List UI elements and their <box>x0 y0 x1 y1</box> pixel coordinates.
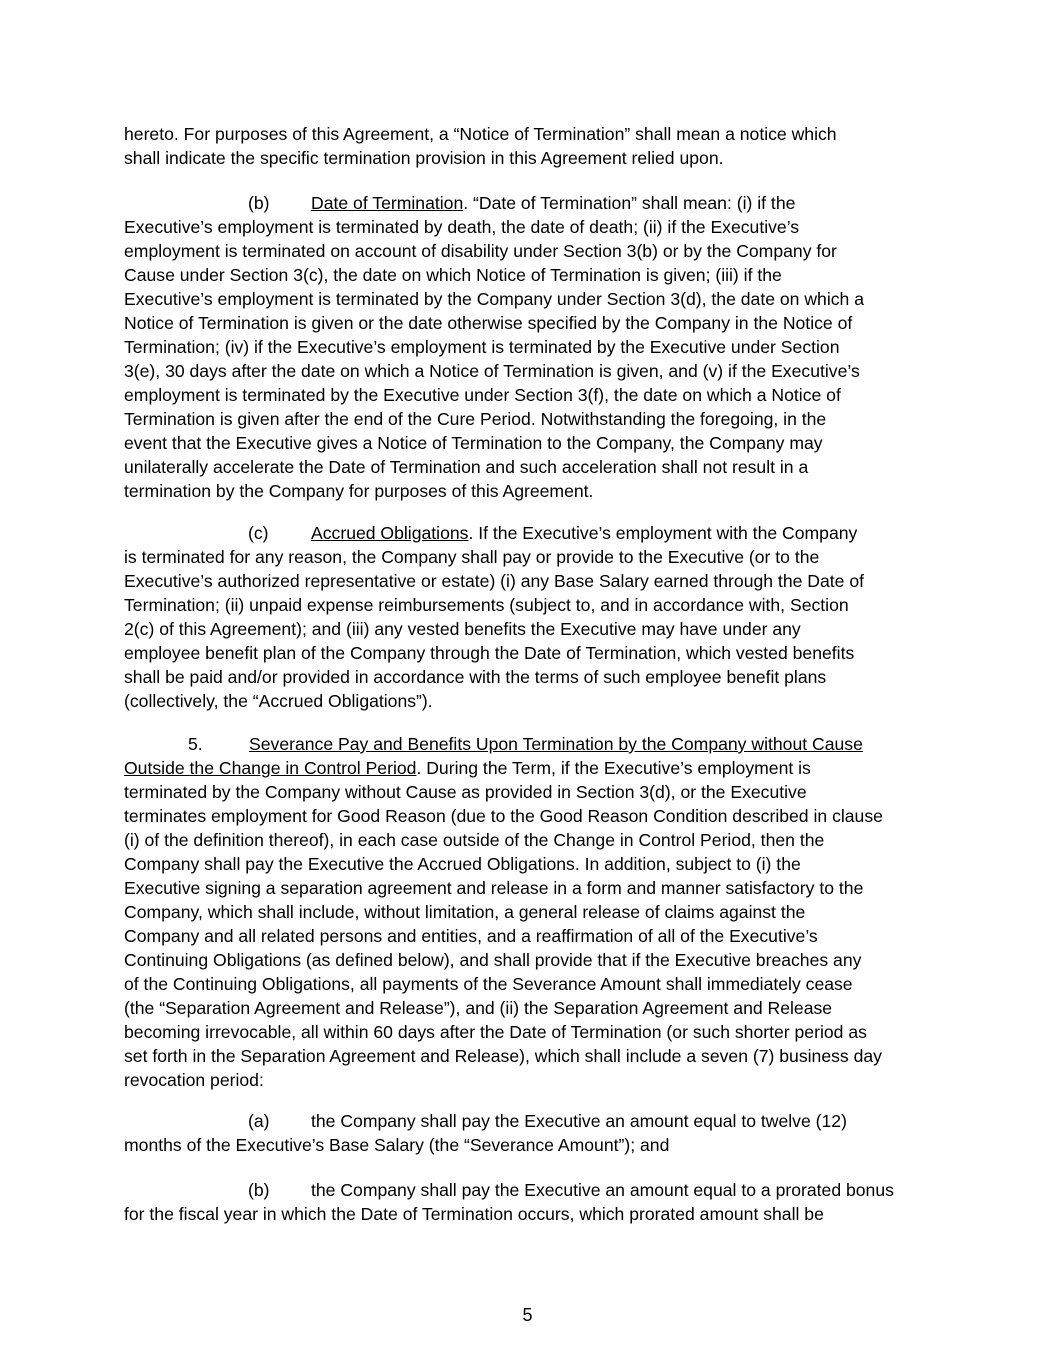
paragraph-line: is terminated for any reason, the Company shall pay or provide to the Executive (or to the <box>124 547 820 567</box>
date-of-termination-first-line <box>124 191 930 215</box>
paragraph-line: 3(e), 30 days after the date on which a Notice of Termination is given, and (v) if the Executive’s <box>124 361 860 381</box>
paragraph-line: terminated by the Company without Cause as provided in Section 3(d), or the Executive <box>124 782 807 802</box>
paragraph-line: Continuing Obligations (as defined below), and shall provide that if the Executive breaches any <box>124 950 862 970</box>
paragraph-line: Executive’s employment is terminated by death, the date of death; (ii) if the Executive’s <box>124 217 800 237</box>
paragraph-line: unilaterally accelerate the Date of Termination and such acceleration shall not result in a <box>124 457 809 477</box>
paragraph-line: employee benefit plan of the Company through the Date of Termination, which vested benefits <box>124 643 855 663</box>
paragraph-line: Executive’s authorized representative or estate) (i) any Base Salary earned through the Date of <box>124 571 865 591</box>
paragraph-line: Notice of Termination is given or the date otherwise specified by the Company in the Notice of <box>124 313 853 333</box>
intro-line: shall indicate the specific termination provision in this Agreement relied upon. <box>124 148 724 168</box>
paragraph-line: for the fiscal year in which the Date of Termination occurs, which prorated amount shall be <box>124 1204 824 1224</box>
paragraph-line: event that the Executive gives a Notice of Termination to the Company, the Company may <box>124 433 823 453</box>
page-number: 5 <box>522 1305 533 1325</box>
paragraph-line: Termination; (iv) if the Executive’s employment is terminated by the Executive under Section <box>124 337 840 357</box>
paragraph-line: Executive’s employment is terminated by the Company under Section 3(d), the date on which a <box>124 289 864 309</box>
accrued-obligations-first-line <box>124 521 930 545</box>
paragraph-line: Executive signing a separation agreement and release in a form and manner satisfactory to the <box>124 878 864 898</box>
paragraph-line: (i) of the definition thereof), in each case outside of the Change in Control Period, then the <box>124 830 825 850</box>
date-of-termination-first-line-text: . “Date of Termination” shall mean: (i) if the <box>463 193 796 213</box>
item-a-first-line <box>124 1109 930 1133</box>
paragraph-line: (the “Separation Agreement and Release”), and (ii) the Separation Agreement and Release <box>124 998 833 1018</box>
subsection-label: (c) <box>248 523 269 543</box>
paragraph-line: Termination is given after the end of the Cure Period. Notwithstanding the foregoing, in the <box>124 409 827 429</box>
paragraph-line: set forth in the Separation Agreement and Release), which shall include a seven (7) business day <box>124 1046 882 1066</box>
item-b-first-line <box>124 1178 930 1202</box>
paragraph-line: employment is terminated on account of disability under Section 3(b) or by the Company for <box>124 241 837 261</box>
intro-line: hereto. For purposes of this Agreement, a “Notice of Termination” shall mean a notice which <box>124 124 837 144</box>
paragraph-line: becoming irrevocable, all within 60 days after the Date of Termination (or such shorter period as <box>124 1022 867 1042</box>
paragraph-line: of the Continuing Obligations, all payments of the Severance Amount shall immediately cease <box>124 974 853 994</box>
paragraph-line: Company and all related persons and entities, and a reaffirmation of all of the Executive’s <box>124 926 818 946</box>
section-5-second-line-text: . During the Term, if the Executive’s employment is <box>416 758 811 778</box>
paragraph-line: (collectively, the “Accrued Obligations”). <box>124 691 433 711</box>
item-a-paragraph <box>124 1109 930 1157</box>
section-5-second-line <box>124 756 930 780</box>
accrued-obligations-paragraph <box>124 521 930 713</box>
item-b-paragraph <box>124 1178 930 1226</box>
subsection-label: (b) <box>248 1180 270 1200</box>
paragraph-line: terminates employment for Good Reason (due to the Good Reason Condition described in clause <box>124 806 883 826</box>
date-of-termination-paragraph <box>124 191 930 503</box>
paragraph-line: Company shall pay the Executive the Accrued Obligations. In addition, subject to (i) the <box>124 854 801 874</box>
subsection-label: (a) <box>248 1111 270 1131</box>
section-5-heading: Severance Pay and Benefits Upon Termination by the Company without Cause <box>249 734 863 754</box>
paragraph-line: shall be paid and/or provided in accordance with the terms of such employee benefit plans <box>124 667 827 687</box>
accrued-obligations-first-line-text: . If the Executive’s employment with the Company <box>468 523 858 543</box>
paragraph-line: employment is terminated by the Executive under Section 3(f), the date on which a Notice of <box>124 385 841 405</box>
paragraph-line: termination by the Company for purposes of this Agreement. <box>124 481 594 501</box>
date-of-termination-heading: Date of Termination <box>311 193 464 213</box>
intro-paragraph <box>124 122 930 170</box>
item-b-first-line-text: the Company shall pay the Executive an amount equal to a prorated bonus <box>311 1180 894 1200</box>
section-5-heading-continued: Outside the Change in Control Period <box>124 758 417 778</box>
item-a-first-line-text: the Company shall pay the Executive an amount equal to twelve (12) <box>311 1111 847 1131</box>
section-number: 5. <box>188 734 203 754</box>
paragraph-line: Cause under Section 3(c), the date on which Notice of Termination is given; (iii) if the <box>124 265 782 285</box>
section-5-paragraph <box>124 732 930 1092</box>
paragraph-line: revocation period: <box>124 1070 264 1090</box>
section-5-heading-line <box>124 732 930 756</box>
accrued-obligations-heading: Accrued Obligations <box>311 523 469 543</box>
subsection-label: (b) <box>248 193 270 213</box>
paragraph-line: Termination; (ii) unpaid expense reimbursements (subject to, and in accordance with, Section <box>124 595 849 615</box>
paragraph-line: Company, which shall include, without limitation, a general release of claims against the <box>124 902 806 922</box>
paragraph-line: 2(c) of this Agreement); and (iii) any vested benefits the Executive may have under any <box>124 619 801 639</box>
paragraph-line: months of the Executive’s Base Salary (the “Severance Amount”); and <box>124 1135 670 1155</box>
